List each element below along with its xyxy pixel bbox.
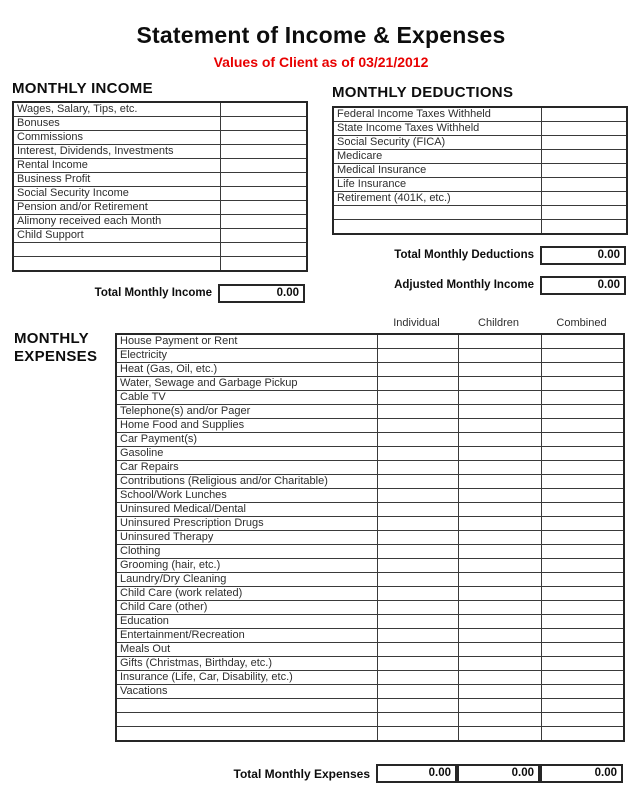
- expenses-row-label: Telephone(s) and/or Pager: [116, 405, 377, 419]
- income-row: [13, 145, 307, 159]
- income-amount-cell[interactable]: [220, 131, 307, 145]
- expenses-row: [116, 685, 624, 699]
- expenses-row-label: Meals Out: [116, 643, 377, 657]
- expenses-amount-cell[interactable]: [458, 601, 541, 615]
- expenses-amount-cell[interactable]: [541, 713, 624, 727]
- expenses-amount-cell[interactable]: [377, 461, 458, 475]
- expenses-row: [116, 713, 624, 727]
- income-row: [13, 257, 307, 272]
- expenses-amount-cell[interactable]: [377, 489, 458, 503]
- deductions-amount-cell[interactable]: [541, 206, 627, 220]
- expenses-amount-cell[interactable]: [458, 447, 541, 461]
- expenses-amount-cell[interactable]: [541, 334, 624, 349]
- income-row-label: Business Profit: [13, 173, 220, 187]
- income-row: [13, 117, 307, 131]
- deductions-row-label: [333, 206, 541, 220]
- expenses-row-label: Education: [116, 615, 377, 629]
- income-row-label: Child Support: [13, 229, 220, 243]
- deductions-amount-cell[interactable]: [541, 107, 627, 122]
- expenses-amount-cell[interactable]: [377, 377, 458, 391]
- expenses-row-label: [116, 727, 377, 742]
- expenses-row-label: Gasoline: [116, 447, 377, 461]
- expenses-amount-cell[interactable]: [377, 545, 458, 559]
- expenses-amount-cell[interactable]: [377, 334, 458, 349]
- expenses-total-children: 0.00: [457, 764, 540, 783]
- expenses-row-label: [116, 699, 377, 713]
- expenses-row-label: Car Payment(s): [116, 433, 377, 447]
- income-row-label: [13, 243, 220, 257]
- income-amount-cell[interactable]: [220, 173, 307, 187]
- expenses-amount-cell[interactable]: [458, 489, 541, 503]
- deductions-row-label: State Income Taxes Withheld: [333, 122, 541, 136]
- expenses-amount-cell[interactable]: [458, 559, 541, 573]
- expenses-row: [116, 461, 624, 475]
- expenses-amount-cell[interactable]: [377, 629, 458, 643]
- expenses-row: [116, 433, 624, 447]
- expenses-row-label: Gifts (Christmas, Birthday, etc.): [116, 657, 377, 671]
- income-amount-cell[interactable]: [220, 243, 307, 257]
- expenses-row: [116, 643, 624, 657]
- income-row-label: [13, 257, 220, 272]
- expenses-amount-cell[interactable]: [541, 601, 624, 615]
- page-subtitle: Values of Client as of 03/21/2012: [213, 54, 429, 70]
- expenses-amount-cell[interactable]: [541, 447, 624, 461]
- expenses-row: [116, 699, 624, 713]
- expenses-amount-cell[interactable]: [377, 615, 458, 629]
- income-row-label: Social Security Income: [13, 187, 220, 201]
- expenses-amount-cell[interactable]: [377, 503, 458, 517]
- expenses-amount-cell[interactable]: [377, 405, 458, 419]
- income-amount-cell[interactable]: [220, 229, 307, 243]
- income-row: [13, 243, 307, 257]
- income-row: [13, 131, 307, 145]
- expenses-amount-cell[interactable]: [541, 419, 624, 433]
- expenses-amount-cell[interactable]: [458, 713, 541, 727]
- expenses-row: [116, 489, 624, 503]
- expenses-amount-cell[interactable]: [541, 615, 624, 629]
- deductions-row: [333, 192, 627, 206]
- income-row: [13, 229, 307, 243]
- expenses-amount-cell[interactable]: [377, 447, 458, 461]
- income-row: [13, 159, 307, 173]
- expenses-amount-cell[interactable]: [377, 643, 458, 657]
- monthly-income-heading: MONTHLY INCOME: [12, 80, 153, 97]
- expenses-amount-cell[interactable]: [541, 461, 624, 475]
- expenses-row-label: Uninsured Prescription Drugs: [116, 517, 377, 531]
- expenses-amount-cell[interactable]: [541, 517, 624, 531]
- expenses-row-label: Electricity: [116, 349, 377, 363]
- expenses-column-headers: [376, 317, 623, 330]
- expenses-row-label: [116, 713, 377, 727]
- expenses-row: [116, 419, 624, 433]
- income-row-label: Pension and/or Retirement: [13, 201, 220, 215]
- expenses-row: [116, 601, 624, 615]
- expenses-row-label: Grooming (hair, etc.): [116, 559, 377, 573]
- expenses-row: [116, 334, 624, 349]
- expenses-row: [116, 531, 624, 545]
- income-row-label: Alimony received each Month: [13, 215, 220, 229]
- expenses-amount-cell[interactable]: [458, 391, 541, 405]
- monthly-income-table: [12, 101, 308, 272]
- expenses-amount-cell[interactable]: [458, 685, 541, 699]
- income-row-label: Rental Income: [13, 159, 220, 173]
- expenses-amount-cell[interactable]: [541, 657, 624, 671]
- expenses-row-label: Water, Sewage and Garbage Pickup: [116, 377, 377, 391]
- deductions-row: [333, 178, 627, 192]
- expenses-row-label: Insurance (Life, Car, Disability, etc.): [116, 671, 377, 685]
- expenses-row-label: Child Care (other): [116, 601, 377, 615]
- expenses-amount-cell[interactable]: [541, 363, 624, 377]
- income-row: [13, 102, 307, 117]
- expenses-row-label: House Payment or Rent: [116, 334, 377, 349]
- deductions-row: [333, 107, 627, 122]
- expenses-amount-cell[interactable]: [377, 363, 458, 377]
- adjusted-income-value: 0.00: [540, 276, 626, 295]
- deductions-row: [333, 220, 627, 235]
- deductions-amount-cell[interactable]: [541, 164, 627, 178]
- expenses-amount-cell[interactable]: [541, 727, 624, 742]
- expenses-row: [116, 657, 624, 671]
- income-amount-cell[interactable]: [220, 201, 307, 215]
- expenses-amount-cell[interactable]: [541, 685, 624, 699]
- deductions-amount-cell[interactable]: [541, 220, 627, 235]
- expenses-row-label: Vacations: [116, 685, 377, 699]
- income-row-label: Commissions: [13, 131, 220, 145]
- income-total-label: Total Monthly Income: [94, 287, 212, 299]
- expenses-row-label: Uninsured Therapy: [116, 531, 377, 545]
- expenses-amount-cell[interactable]: [458, 573, 541, 587]
- expenses-amount-cell[interactable]: [541, 433, 624, 447]
- deductions-row-label: Social Security (FICA): [333, 136, 541, 150]
- expenses-amount-cell[interactable]: [458, 334, 541, 349]
- expenses-row: [116, 559, 624, 573]
- column-header-children: Children: [478, 317, 519, 329]
- expenses-amount-cell[interactable]: [541, 629, 624, 643]
- expenses-row: [116, 349, 624, 363]
- expenses-row-label: Clothing: [116, 545, 377, 559]
- expenses-amount-cell[interactable]: [377, 713, 458, 727]
- deductions-amount-cell[interactable]: [541, 122, 627, 136]
- expenses-amount-cell[interactable]: [458, 643, 541, 657]
- income-total-value: 0.00: [218, 284, 305, 303]
- expenses-row-label: Car Repairs: [116, 461, 377, 475]
- expenses-amount-cell[interactable]: [458, 727, 541, 742]
- expenses-row: [116, 405, 624, 419]
- expenses-amount-cell[interactable]: [377, 601, 458, 615]
- expenses-row: [116, 363, 624, 377]
- deductions-row: [333, 122, 627, 136]
- expenses-amount-cell[interactable]: [377, 699, 458, 713]
- column-header-combined: Combined: [556, 317, 607, 329]
- deductions-row-label: [333, 220, 541, 235]
- income-amount-cell[interactable]: [220, 117, 307, 131]
- expenses-amount-cell[interactable]: [377, 671, 458, 685]
- expenses-amount-cell[interactable]: [541, 559, 624, 573]
- expenses-amount-cell[interactable]: [377, 349, 458, 363]
- income-row-label: Bonuses: [13, 117, 220, 131]
- expenses-amount-cell[interactable]: [541, 489, 624, 503]
- deductions-row-label: Retirement (401K, etc.): [333, 192, 541, 206]
- expenses-amount-cell[interactable]: [541, 587, 624, 601]
- deductions-row-label: Medicare: [333, 150, 541, 164]
- expenses-amount-cell[interactable]: [541, 531, 624, 545]
- expenses-amount-cell[interactable]: [458, 363, 541, 377]
- expenses-row: [116, 503, 624, 517]
- expenses-row: [116, 727, 624, 742]
- expenses-row: [116, 391, 624, 405]
- expenses-amount-cell[interactable]: [458, 433, 541, 447]
- expenses-row-label: Uninsured Medical/Dental: [116, 503, 377, 517]
- expenses-amount-cell[interactable]: [541, 573, 624, 587]
- deductions-amount-cell[interactable]: [541, 136, 627, 150]
- expenses-amount-cell[interactable]: [377, 573, 458, 587]
- expenses-amount-cell[interactable]: [458, 461, 541, 475]
- monthly-expenses-heading: [14, 330, 97, 366]
- expenses-row-label: Home Food and Supplies: [116, 419, 377, 433]
- deductions-amount-cell[interactable]: [541, 178, 627, 192]
- income-amount-cell[interactable]: [220, 102, 307, 117]
- expenses-amount-cell[interactable]: [377, 419, 458, 433]
- expenses-amount-cell[interactable]: [458, 419, 541, 433]
- deductions-total-label: Total Monthly Deductions: [394, 249, 534, 261]
- deductions-total-value: 0.00: [540, 246, 626, 265]
- expenses-amount-cell[interactable]: [377, 517, 458, 531]
- deductions-row: [333, 164, 627, 178]
- expenses-total-individual: 0.00: [376, 764, 457, 783]
- expenses-amount-cell[interactable]: [541, 503, 624, 517]
- monthly-expenses-heading-line1: MONTHLY: [14, 330, 89, 347]
- deductions-row: [333, 206, 627, 220]
- expenses-amount-cell[interactable]: [541, 699, 624, 713]
- expenses-amount-cell[interactable]: [458, 545, 541, 559]
- expenses-amount-cell[interactable]: [458, 503, 541, 517]
- expenses-amount-cell[interactable]: [458, 657, 541, 671]
- expenses-amount-cell[interactable]: [541, 349, 624, 363]
- income-amount-cell[interactable]: [220, 145, 307, 159]
- expenses-amount-cell[interactable]: [377, 475, 458, 489]
- column-header-individual: Individual: [393, 317, 440, 329]
- expenses-row: [116, 573, 624, 587]
- expenses-row: [116, 671, 624, 685]
- monthly-deductions-heading: MONTHLY DEDUCTIONS: [332, 84, 514, 101]
- expenses-amount-cell[interactable]: [377, 657, 458, 671]
- expenses-row-label: Entertainment/Recreation: [116, 629, 377, 643]
- expenses-row: [116, 587, 624, 601]
- expenses-row-label: Contributions (Religious and/or Charitable): [116, 475, 377, 489]
- expenses-amount-cell[interactable]: [541, 405, 624, 419]
- expenses-amount-cell[interactable]: [377, 559, 458, 573]
- monthly-expenses-table: [115, 333, 625, 742]
- expenses-row: [116, 517, 624, 531]
- expenses-row: [116, 545, 624, 559]
- expenses-amount-cell[interactable]: [541, 391, 624, 405]
- expenses-amount-cell[interactable]: [458, 629, 541, 643]
- income-amount-cell[interactable]: [220, 257, 307, 272]
- expenses-amount-cell[interactable]: [541, 377, 624, 391]
- expenses-amount-cell[interactable]: [377, 727, 458, 742]
- monthly-expenses-heading-line2: EXPENSES: [14, 348, 98, 365]
- expenses-row: [116, 475, 624, 489]
- expenses-amount-cell[interactable]: [458, 377, 541, 391]
- expenses-row-label: Laundry/Dry Cleaning: [116, 573, 377, 587]
- deductions-row-label: Life Insurance: [333, 178, 541, 192]
- expenses-row-label: Heat (Gas, Oil, etc.): [116, 363, 377, 377]
- expenses-amount-cell[interactable]: [541, 671, 624, 685]
- expenses-amount-cell[interactable]: [458, 587, 541, 601]
- income-row: [13, 173, 307, 187]
- income-row: [13, 215, 307, 229]
- income-row: [13, 187, 307, 201]
- expenses-amount-cell[interactable]: [458, 475, 541, 489]
- deductions-row: [333, 150, 627, 164]
- income-amount-cell[interactable]: [220, 187, 307, 201]
- expenses-row-label: Cable TV: [116, 391, 377, 405]
- income-row: [13, 201, 307, 215]
- deductions-row-label: Federal Income Taxes Withheld: [333, 107, 541, 122]
- deductions-row: [333, 136, 627, 150]
- expenses-row-label: School/Work Lunches: [116, 489, 377, 503]
- deductions-amount-cell[interactable]: [541, 192, 627, 206]
- expenses-amount-cell[interactable]: [377, 433, 458, 447]
- expenses-amount-cell[interactable]: [458, 699, 541, 713]
- expenses-row-label: Child Care (work related): [116, 587, 377, 601]
- expenses-total-label: Total Monthly Expenses: [233, 767, 370, 781]
- expenses-amount-cell[interactable]: [541, 475, 624, 489]
- expenses-amount-cell[interactable]: [458, 615, 541, 629]
- expenses-amount-cell[interactable]: [377, 531, 458, 545]
- deductions-row-label: Medical Insurance: [333, 164, 541, 178]
- deductions-amount-cell[interactable]: [541, 150, 627, 164]
- expenses-amount-cell[interactable]: [377, 685, 458, 699]
- expenses-row: [116, 615, 624, 629]
- expenses-amount-cell[interactable]: [541, 643, 624, 657]
- expenses-amount-cell[interactable]: [458, 405, 541, 419]
- page-title: Statement of Income & Expenses: [136, 22, 506, 48]
- expenses-amount-cell[interactable]: [458, 671, 541, 685]
- adjusted-income-label: Adjusted Monthly Income: [394, 279, 534, 291]
- expenses-total-combined: 0.00: [540, 764, 623, 783]
- monthly-deductions-table: [332, 106, 628, 235]
- expenses-amount-cell[interactable]: [458, 349, 541, 363]
- expenses-row: [116, 629, 624, 643]
- expenses-amount-cell[interactable]: [541, 545, 624, 559]
- income-row-label: Wages, Salary, Tips, etc.: [13, 102, 220, 117]
- expenses-amount-cell[interactable]: [458, 517, 541, 531]
- expenses-amount-cell[interactable]: [458, 531, 541, 545]
- expenses-row: [116, 377, 624, 391]
- income-amount-cell[interactable]: [220, 215, 307, 229]
- income-row-label: Interest, Dividends, Investments: [13, 145, 220, 159]
- expenses-amount-cell[interactable]: [377, 587, 458, 601]
- income-amount-cell[interactable]: [220, 159, 307, 173]
- expenses-amount-cell[interactable]: [377, 391, 458, 405]
- expenses-row: [116, 447, 624, 461]
